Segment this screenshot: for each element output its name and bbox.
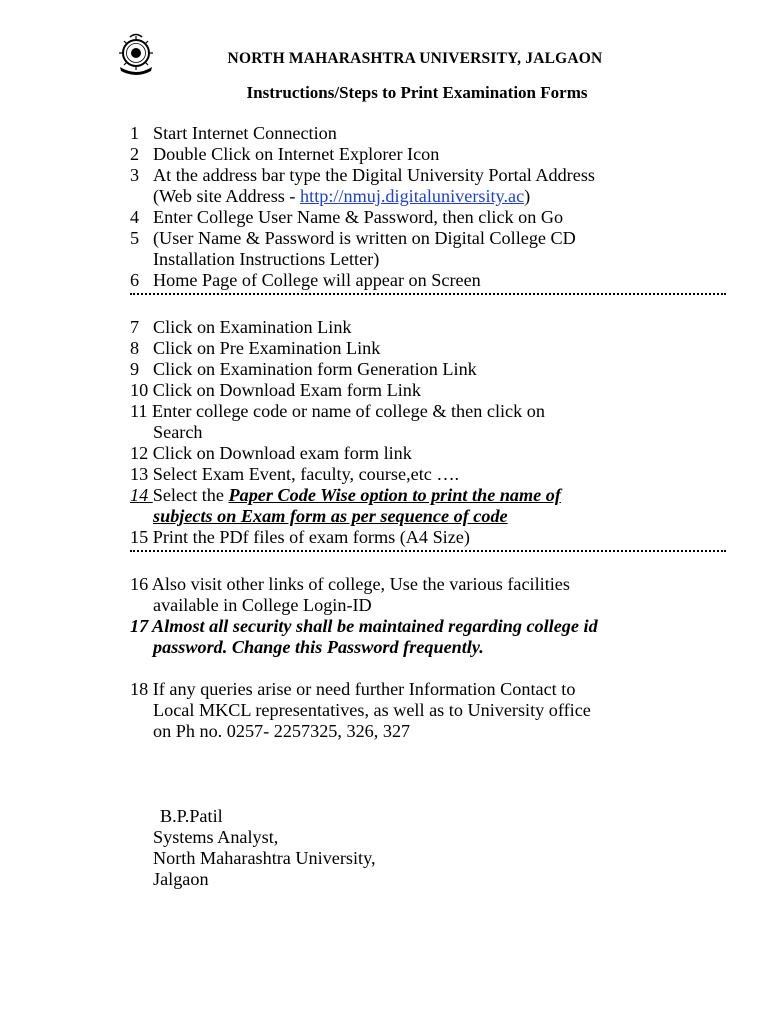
step-text: Click on Examination form Generation Link	[153, 359, 477, 379]
signature-block	[153, 806, 376, 890]
step-number: 2	[130, 144, 140, 164]
step-number: 5	[130, 228, 140, 248]
list-item-continuation: available in College Login-ID	[153, 595, 372, 615]
list-item	[130, 144, 750, 165]
portal-url-link[interactable]: http://nmuj.digitaluniversity.ac	[300, 186, 525, 206]
signatory-city: Jalgaon	[153, 869, 209, 889]
step-number: 1	[130, 123, 140, 143]
list-item: 16 Also visit other links of college, Use the various facilities	[130, 574, 570, 594]
step-number: 4	[130, 207, 140, 227]
list-item	[130, 270, 750, 291]
step-number: 8	[130, 338, 140, 358]
list-item	[130, 123, 750, 144]
signatory-name: B.P.Patil	[160, 806, 223, 826]
step-text: Select the	[152, 485, 229, 505]
list-item: 10 Click on Download Exam form Link	[130, 380, 421, 400]
list-item-continuation	[130, 506, 750, 527]
list-item	[130, 338, 750, 359]
list-item-continuation	[130, 186, 750, 207]
security-note-continuation: password. Change this Password frequently.	[153, 637, 484, 657]
step-number: 7	[130, 317, 140, 337]
step-text: (User Name & Password is written on Digital College CD	[153, 228, 576, 248]
step-emphasis: subjects on Exam form as per sequence of code	[153, 506, 508, 526]
step-emphasis: Paper Code Wise option to print the name of	[228, 485, 561, 505]
list-item: 18 If any queries arise or need further Information Contact to	[130, 679, 576, 699]
step-text: At the address bar type the Digital University Portal Address	[153, 165, 595, 185]
signatory-designation: Systems Analyst,	[153, 827, 279, 847]
step-number: 14	[130, 485, 153, 505]
list-item	[130, 317, 750, 338]
page-title: Instructions/Steps to Print Examination Forms	[246, 83, 588, 102]
step-text: Enter College User Name & Password, then click on Go	[153, 207, 564, 227]
instruction-steps	[130, 123, 750, 742]
step-text: (Web site Address -	[153, 186, 301, 206]
list-item-continuation: Local MKCL representatives, as well as to University office	[153, 700, 591, 720]
security-note: 17 Almost all security shall be maintained regarding college id	[130, 616, 598, 636]
step-number: 3	[130, 165, 140, 185]
step-number: 9	[130, 359, 140, 379]
list-item	[130, 485, 750, 506]
signatory-organization: North Maharashtra University,	[153, 848, 376, 868]
list-item: 11 Enter college code or name of college & then click on	[130, 401, 545, 421]
step-number: 6	[130, 270, 140, 290]
list-item-continuation: Search	[153, 422, 203, 442]
list-item: 13 Select Exam Event, faculty, course,etc ….	[130, 464, 460, 484]
list-item: 12 Click on Download exam form link	[130, 443, 412, 463]
list-item	[130, 165, 750, 186]
university-name: NORTH MAHARASHTRA UNIVERSITY, JALGAON	[227, 50, 603, 67]
step-text: Click on Examination Link	[153, 317, 352, 337]
step-text: )	[524, 186, 531, 206]
list-item	[130, 359, 750, 380]
list-item	[130, 207, 750, 228]
step-text: Start Internet Connection	[153, 123, 337, 143]
list-item	[130, 228, 750, 249]
step-text: Double Click on Internet Explorer Icon	[153, 144, 440, 164]
contact-phone: on Ph no. 0257- 2257325, 326, 327	[153, 721, 411, 741]
step-text: Click on Pre Examination Link	[153, 338, 381, 358]
step-text: Installation Instructions Letter)	[153, 249, 380, 269]
step-text: Home Page of College will appear on Screen	[153, 270, 481, 290]
list-item: 15 Print the PDf files of exam forms (A4 Size)	[130, 527, 470, 547]
list-item-continuation	[130, 249, 750, 270]
